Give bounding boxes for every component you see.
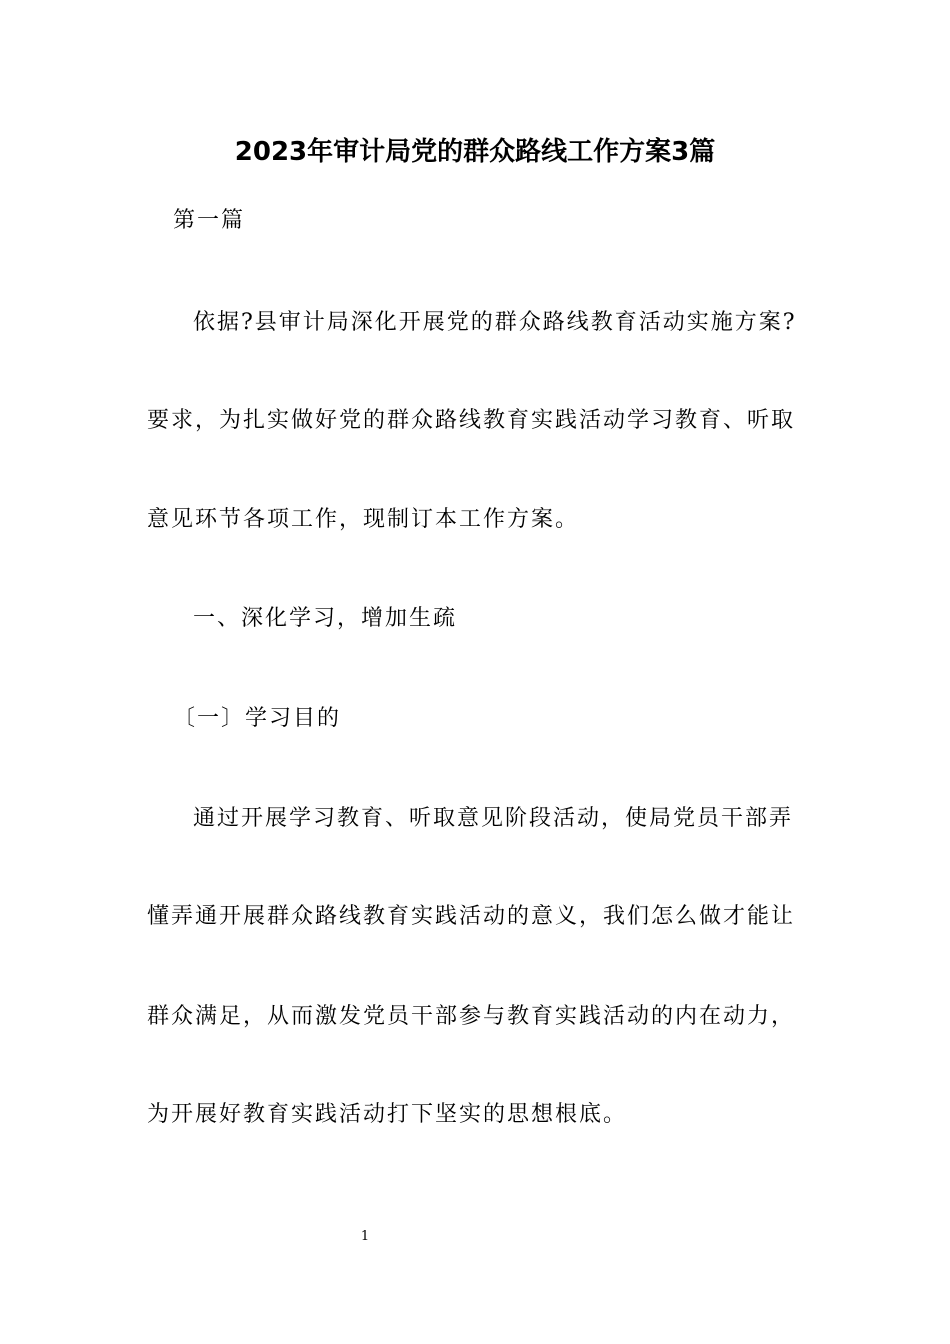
document-title: 2023年审计局党的群众路线工作方案3篇	[234, 137, 716, 167]
subsection-heading: 〔一〕学习目的	[173, 706, 342, 731]
section-label: 第一篇	[173, 208, 246, 233]
paragraph-line: 要求，为扎实做好党的群众路线教育实践活动学习教育、听取	[147, 408, 796, 433]
paragraph-line: 意见环节各项工作，现制订本工作方案。	[147, 507, 580, 532]
paragraph-line: 懂弄通开展群众路线教育实践活动的意义，我们怎么做才能让	[147, 904, 796, 929]
page-number: 1	[360, 1229, 370, 1244]
paragraph-line: 通过开展学习教育、听取意见阶段活动，使局党员干部弄	[193, 806, 794, 831]
paragraph-line: 为开展好教育实践活动打下坚实的思想根底。	[147, 1102, 628, 1127]
section-heading: 一、深化学习，增加生疏	[193, 606, 458, 631]
paragraph-line: 群众满足，从而激发党员干部参与教育实践活动的内在动力，	[147, 1004, 796, 1029]
paragraph-line: 依据?县审计局深化开展党的群众路线教育活动实施方案?	[193, 310, 797, 335]
